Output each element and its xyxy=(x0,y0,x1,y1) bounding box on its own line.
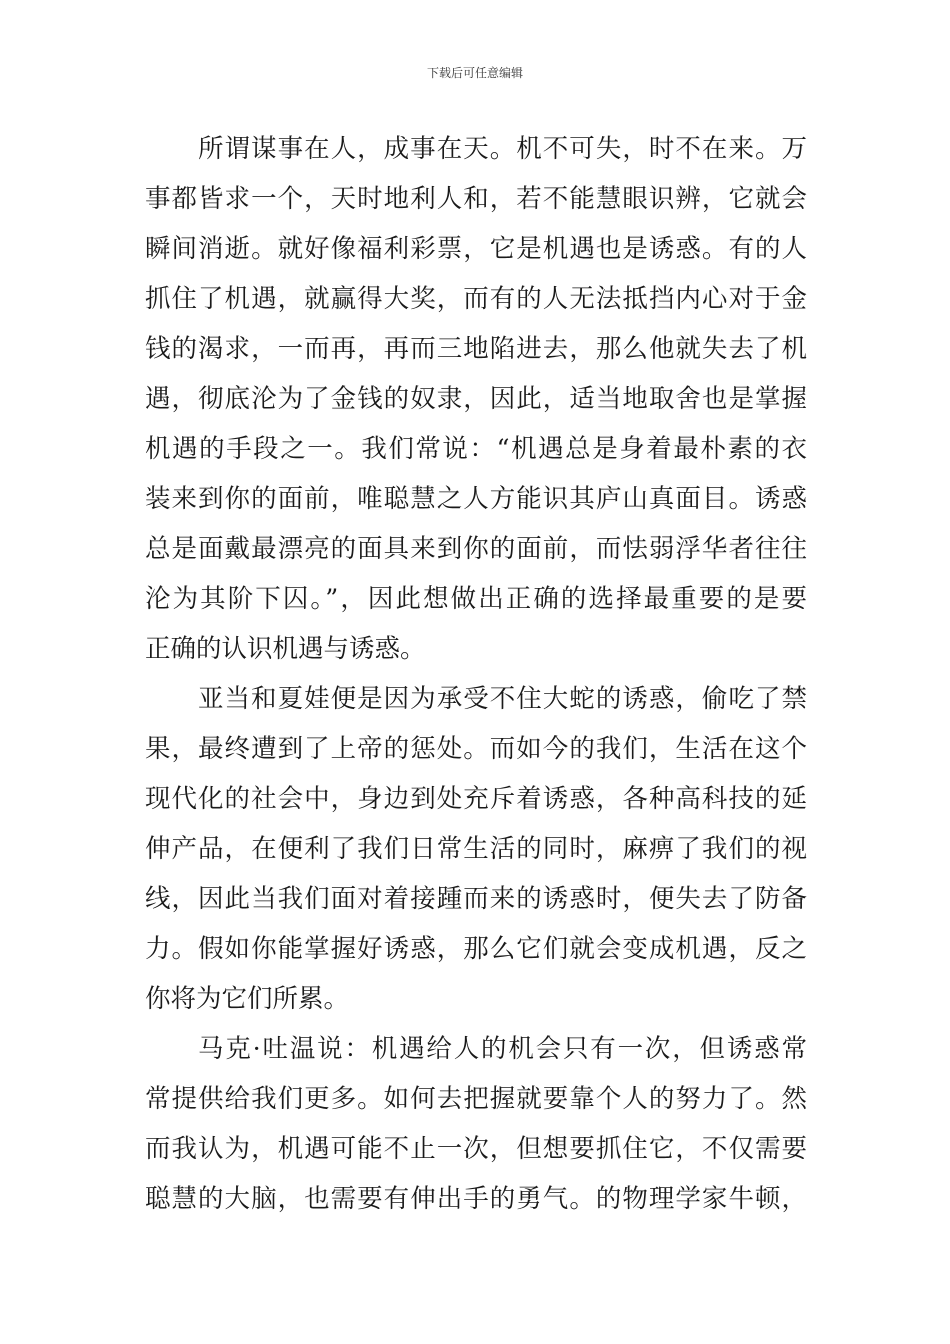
text-line: 正确的认识机遇与诱惑。 xyxy=(145,634,426,664)
text-line: 聪慧的大脑，也需要有伸出手的勇气。的物理学家牛顿， xyxy=(145,1184,807,1214)
text-line: 伸产品，在便利了我们日常生活的同时，麻痹了我们的视 xyxy=(145,834,807,864)
text-line: 事都皆求一个，天时地利人和，若不能慧眼识辨，它就会 xyxy=(145,184,807,214)
text-line: 力。假如你能掌握好诱惑，那么它们就会变成机遇，反之 xyxy=(145,934,807,964)
text-line: 果，最终遭到了上帝的惩处。而如今的我们，生活在这个 xyxy=(145,734,807,764)
text-line: 装来到你的面前，唯聪慧之人方能识其庐山真面目。诱惑 xyxy=(145,484,807,514)
text-line: 常提供给我们更多。如何去把握就要靠个人的努力了。然 xyxy=(145,1084,807,1114)
text-line: 沦为其阶下囚。”，因此想做出正确的选择最重要的是要 xyxy=(145,584,807,614)
text-line: 总是面戴最漂亮的面具来到你的面前，而怯弱浮华者往往 xyxy=(145,534,807,564)
text-line: 机遇的手段之一。我们常说：“机遇总是身着最朴素的衣 xyxy=(145,434,807,464)
text-line: 线，因此当我们面对着接踵而来的诱惑时，便失去了防备 xyxy=(145,884,807,914)
page-header: 下载后可任意编辑 xyxy=(426,66,523,80)
text-line: 现代化的社会中，身边到处充斥着诱惑，各种高科技的延 xyxy=(145,784,807,814)
text-line: 瞬间消逝。就好像福利彩票，它是机遇也是诱惑。有的人 xyxy=(145,234,807,264)
document-body xyxy=(145,124,807,1224)
text-line: 马克·吐温说：机遇给人的机会只有一次，但诱惑常 xyxy=(198,1034,807,1064)
text-line: 抓住了机遇，就赢得大奖，而有的人无法抵挡内心对于金 xyxy=(145,284,807,314)
text-line: 遇，彻底沦为了金钱的奴隶，因此，适当地取舍也是掌握 xyxy=(145,384,807,414)
text-line: 钱的渴求，一而再，再而三地陷进去，那么他就失去了机 xyxy=(145,334,807,364)
text-line: 而我认为，机遇可能不止一次，但想要抓住它，不仅需要 xyxy=(145,1134,807,1164)
text-line: 亚当和夏娃便是因为承受不住大蛇的诱惑，偷吃了禁 xyxy=(198,684,807,714)
text-line: 你将为它们所累。 xyxy=(145,984,350,1014)
text-line: 所谓谋事在人，成事在天。机不可失，时不在来。万 xyxy=(198,134,807,164)
